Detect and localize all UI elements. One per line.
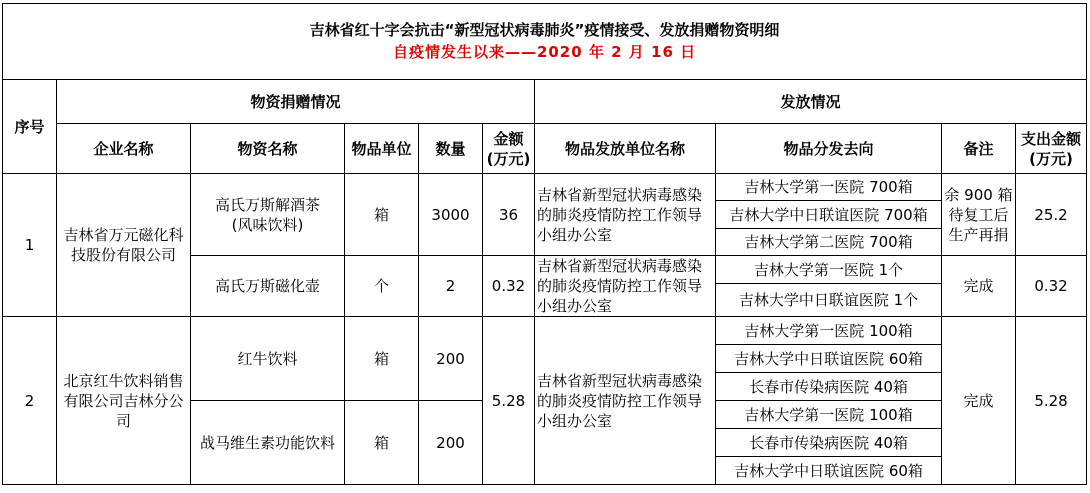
row1-item1-expense: 25.2 [1016,174,1087,256]
row1-item2-remark: 完成 [942,256,1016,317]
row1-item2-expense: 0.32 [1016,256,1087,317]
row2-amount: 5.28 [483,317,535,485]
row1-item1-direction-1: 吉林大学第一医院 700箱 [716,174,942,201]
row1-seq: 1 [3,174,57,317]
row1-item1-qty: 3000 [419,174,483,256]
title-block [3,4,1087,80]
row2-direction-4: 吉林大学第一医院 100箱 [716,401,942,429]
header-amount: 金额 (万元) [483,124,535,174]
row2-item1-qty: 200 [419,317,483,401]
header-distribution-group: 发放情况 [535,80,1087,124]
row1-item1-dist-unit: 吉林省新型冠状病毒感染的肺炎疫情防控工作领导小组办公室 [535,174,716,256]
row1-item1-remark: 余 900 箱待复工后生产再捐 [942,174,1016,256]
header-seq: 序号 [3,80,57,174]
row2-direction-6: 吉林大学中日联谊医院 60箱 [716,457,942,485]
row2-expense: 5.28 [1016,317,1087,485]
row1-item2-amount: 0.32 [483,256,535,317]
header-company: 企业名称 [57,124,191,174]
donation-table [2,3,1087,485]
row1-item2-direction-1: 吉林大学第一医院 1个 [716,256,942,284]
row1-item2-dist-unit: 吉林省新型冠状病毒感染的肺炎疫情防控工作领导小组办公室 [535,256,716,317]
row1-item1-unit: 箱 [345,174,419,256]
row2-company: 北京红牛饮料销售有限公司吉林分公司 [57,317,191,485]
page-subtitle: 自疫情发生以来——2020 年 2 月 16 日 [392,42,697,61]
row2-item2-qty: 200 [419,401,483,485]
header-dist-unit: 物品发放单位名称 [535,124,716,174]
row2-dist-unit: 吉林省新型冠状病毒感染的肺炎疫情防控工作领导小组办公室 [535,317,716,485]
row1-item2-qty: 2 [419,256,483,317]
header-unit: 物品单位 [345,124,419,174]
header-donation-group: 物资捐赠情况 [57,80,535,124]
row2-direction-3: 长春市传染病医院 40箱 [716,373,942,401]
row2-remark: 完成 [942,317,1016,485]
header-item: 物资名称 [191,124,345,174]
page-title: 吉林省红十字会抗击“新型冠状病毒肺炎”疫情接受、发放捐赠物资明细 [309,20,780,39]
row1-item2-direction-2: 吉林大学中日联谊医院 1个 [716,284,942,317]
row2-item2-unit: 箱 [345,401,419,485]
row2-direction-2: 吉林大学中日联谊医院 60箱 [716,345,942,373]
row1-company: 吉林省万元磁化科技股份有限公司 [57,174,191,317]
row1-item1-name: 高氏万斯解酒茶 (风味饮料) [191,174,345,256]
row2-direction-1: 吉林大学第一医院 100箱 [716,317,942,345]
row2-direction-5: 长春市传染病医院 40箱 [716,429,942,457]
header-remark: 备注 [942,124,1016,174]
header-qty: 数量 [419,124,483,174]
row1-item2-name: 高氏万斯磁化壶 [191,256,345,317]
row2-item1-unit: 箱 [345,317,419,401]
row1-item1-direction-3: 吉林大学第二医院 700箱 [716,229,942,256]
row1-item1-amount: 36 [483,174,535,256]
header-expense: 支出金额 (万元) [1016,124,1087,174]
row2-item2-name: 战马维生素功能饮料 [191,401,345,485]
row1-item2-unit: 个 [345,256,419,317]
header-direction: 物品分发去向 [716,124,942,174]
row1-item1-direction-2: 吉林大学中日联谊医院 700箱 [716,201,942,229]
row2-item1-name: 红牛饮料 [191,317,345,401]
row2-seq: 2 [3,317,57,485]
